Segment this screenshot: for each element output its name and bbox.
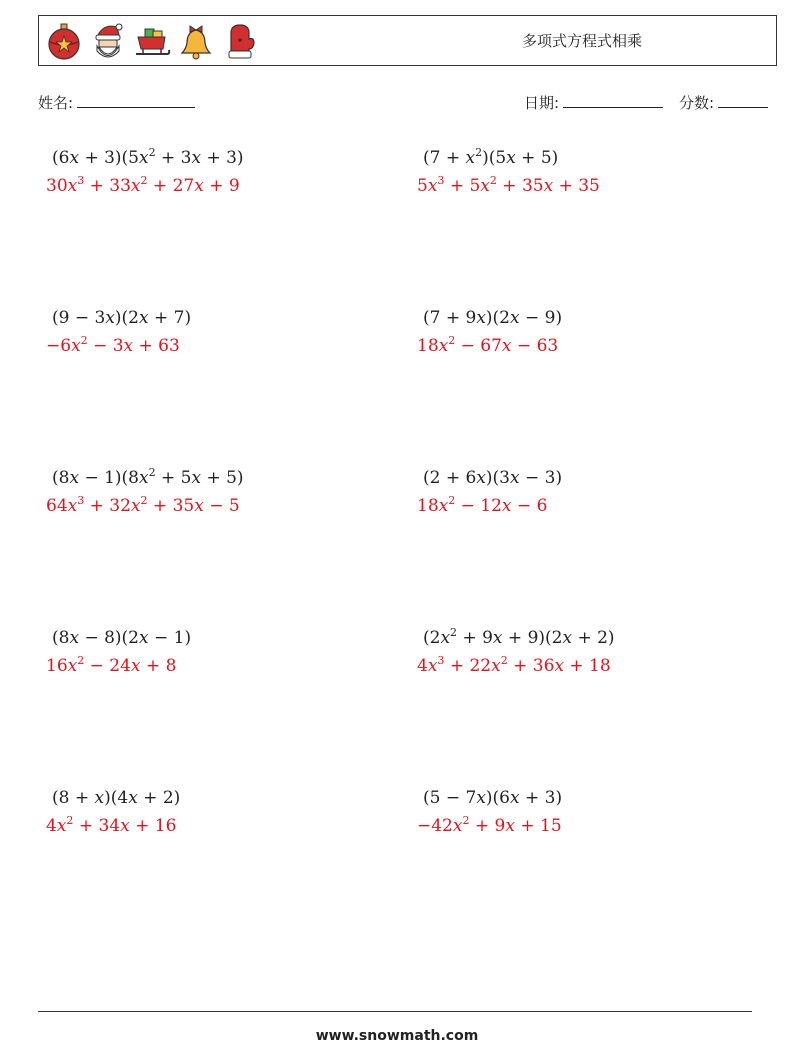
problem-question: (9 − 3x)(2x + 7) [52, 308, 192, 328]
problem-7 [46, 628, 191, 676]
problem-question: $(8x - 1)(8x^2 + 5x + 5)$ [52, 466, 244, 488]
problem-1 [46, 148, 244, 196]
problem-9 [46, 788, 180, 836]
problem-question: $(2x^2 + 9x + 9)(2x + 2)$ [423, 626, 615, 648]
problem-answer: $30x^3 + 33x^2 + 27x + 9$ [46, 174, 240, 196]
problem-question: (8 + x)(4x + 2) [52, 788, 181, 808]
score-label: 分数: [679, 94, 715, 112]
problem-answer: $64x^3 + 32x^2 + 35x - 5$ [46, 494, 240, 516]
problem-question: (8x − 8)(2x − 1) [52, 628, 192, 648]
problem-question: $(7 + x^2)(5x + 5)$ [423, 146, 559, 168]
problem-question: (5 − 7x)(6x + 3) [423, 788, 563, 808]
problem-answer: $4x^2 + 34x + 16$ [46, 814, 177, 836]
problem-answer: $-42x^2 + 9x + 15$ [417, 814, 562, 836]
problem-8 [417, 628, 615, 676]
name-label: 姓名: [38, 94, 74, 112]
ornament-icon [45, 21, 83, 61]
sleigh-icon [133, 21, 171, 61]
date-label: 日期: [524, 94, 560, 112]
score-blank[interactable] [718, 93, 768, 108]
header-box [38, 15, 777, 66]
footer-url: www.snowmath.com [315, 1028, 479, 1044]
problem-answer: $16x^2 - 24x + 8$ [46, 654, 177, 676]
score-field [679, 92, 768, 113]
date-field [524, 92, 663, 113]
bell-icon [177, 21, 215, 61]
name-blank[interactable] [77, 93, 195, 108]
problem-question: (2 + 6x)(3x − 3) [423, 468, 563, 488]
svg-text:✶: ✶ [236, 36, 244, 45]
problem-3 [46, 308, 191, 356]
problem-2 [417, 148, 600, 196]
problem-answer: $18x^2 - 12x - 6$ [417, 494, 548, 516]
problem-answer: $5x^3 + 5x^2 + 35x + 35$ [417, 174, 600, 196]
problem-10 [417, 788, 562, 836]
problem-answer: $4x^3 + 22x^2 + 36x + 18$ [417, 654, 611, 676]
date-blank[interactable] [563, 93, 663, 108]
problem-answer: $18x^2 - 67x - 63$ [417, 334, 559, 356]
worksheet-title: 多项式方程式相乘 [522, 32, 643, 50]
name-field [38, 92, 195, 113]
problem-5 [46, 468, 244, 516]
problem-question: $(6x + 3)(5x^2 + 3x + 3)$ [52, 146, 244, 168]
problem-6 [417, 468, 562, 516]
header-icons [45, 21, 259, 61]
mitten-icon [221, 21, 259, 61]
footer-divider [38, 1011, 752, 1012]
problem-question: (7 + 9x)(2x − 9) [423, 308, 563, 328]
problem-4 [417, 308, 562, 356]
problem-answer: $-6x^2 - 3x + 63$ [46, 334, 180, 356]
santa-icon [89, 21, 127, 61]
